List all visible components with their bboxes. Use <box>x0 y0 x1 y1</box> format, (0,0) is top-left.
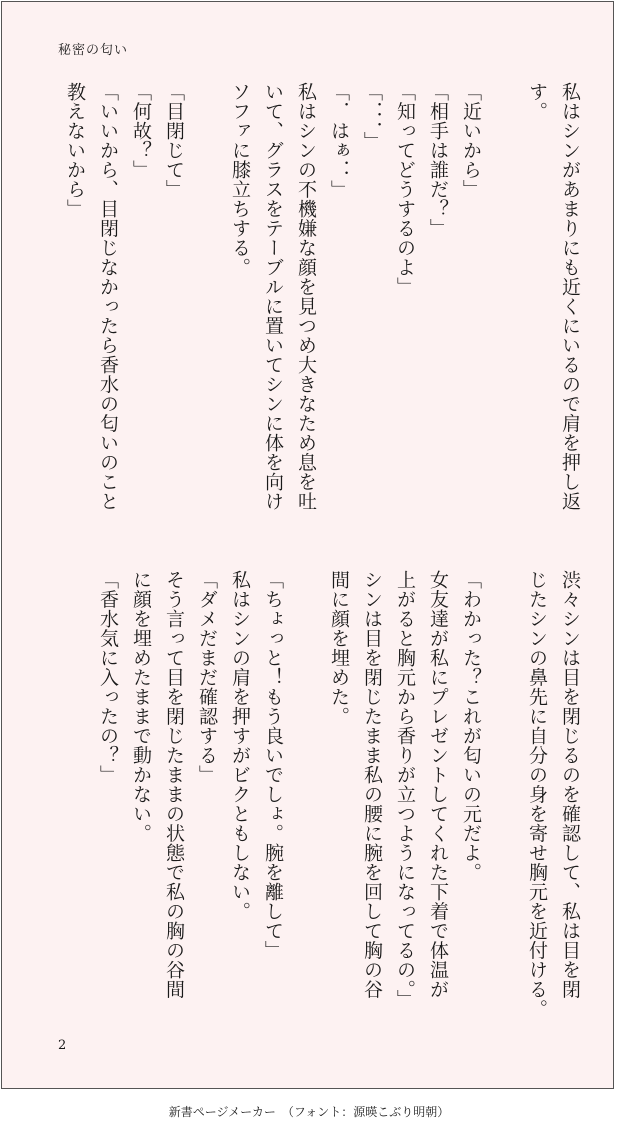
text-column: 教えないから」 <box>64 82 86 219</box>
text-column: 渋々シンは目を閉じるのを確認して、私は目を閉 <box>559 570 581 999</box>
text-column: す。 <box>526 82 548 121</box>
text-column: そう言って目を閉じたままの状態で私の胸の谷間 <box>163 570 185 999</box>
text-column: 「．．．」 <box>361 82 383 151</box>
text-column: 私はシンの不機嫌な顔を見つめ大きなため息を吐 <box>295 82 317 511</box>
text-column <box>294 570 318 1016</box>
text-column: いて、グラスをテーブルに置いてシンに体を向け <box>262 82 284 511</box>
page-number: 2 <box>58 1038 67 1053</box>
text-column: シンは目を閉じたまま私の腰に腕を回して胸の谷 <box>361 570 383 999</box>
text-column: 「目閉じて」 <box>163 82 185 199</box>
text-column: 「．はぁ．．」 <box>328 82 350 200</box>
text-column: に顔を埋めたままで動かない。 <box>130 570 152 843</box>
footer-credit: 新書ページメーカー （フォント：源暎こぶり明朝） <box>168 1105 450 1119</box>
text-column: 「香水気に入ったの？」 <box>97 570 119 785</box>
book-page <box>1 1 614 1089</box>
text-column: 「近いから」 <box>460 82 482 199</box>
text-column: じたシンの鼻先に自分の身を寄せ胸元を近付ける。 <box>526 570 548 1019</box>
text-column: 「ちょっと！もう良いでしょ。腕を離して」 <box>262 570 284 960</box>
text-column: 「知ってどうするのよ」 <box>394 82 416 297</box>
text-column: 「何故？」 <box>130 82 152 180</box>
text-column: 女友達が私にプレゼントしてくれた下着で体温が <box>427 570 449 999</box>
text-column <box>492 82 516 528</box>
text-column: 間に顔を埋めた。 <box>328 570 350 726</box>
upper-text-block <box>42 82 582 528</box>
text-column <box>492 570 516 1016</box>
text-column: 「いいから、目閉じなかったら香水の匂いのこと <box>97 82 119 511</box>
lower-text-block <box>42 570 582 1019</box>
text-column: 私はシンがあまりにも近くにいるので肩を押し返 <box>559 82 581 511</box>
text-column: 私はシンの肩を押すがビクともしない。 <box>229 570 251 921</box>
text-column: 「相手は誰だ？」 <box>427 82 449 238</box>
text-column <box>195 82 219 528</box>
text-column: 「わかった？これが匂いの元だよ。 <box>460 570 482 882</box>
text-column: ソファに膝立ちする。 <box>229 82 251 277</box>
text-column: 上がると胸元から香りが立つようになってるの。」 <box>394 570 416 1009</box>
running-title: 秘密の匂い <box>58 43 129 58</box>
text-column: 「ダメだまだ確認する」 <box>196 570 218 785</box>
